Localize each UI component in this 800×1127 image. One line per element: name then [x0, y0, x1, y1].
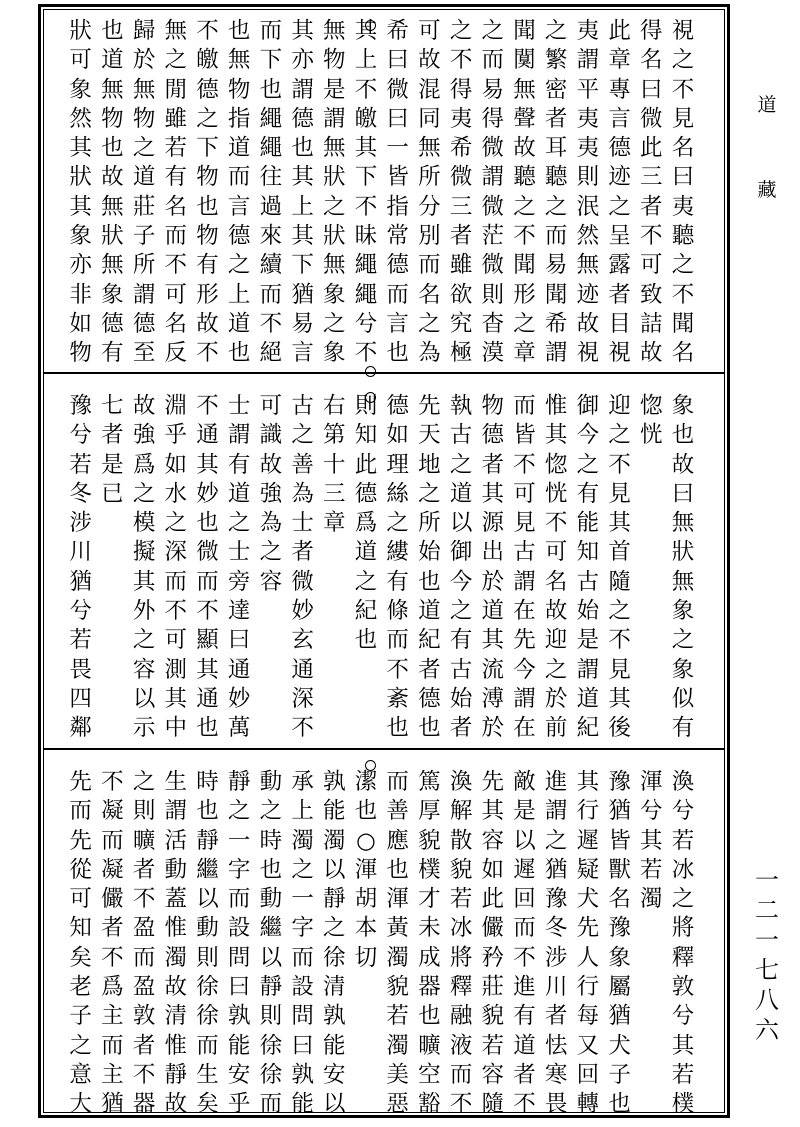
page-number-char: 一: [755, 866, 779, 894]
text-column: 豫 兮 若 冬 涉 川 猶 兮 若 畏 四 鄰: [69, 393, 92, 742]
text-column: 渾 兮 其 若 濁: [640, 769, 663, 913]
page-number-char: 八: [755, 986, 779, 1014]
text-column: 不 皦 德 之 下 物 也 物 有 形 故 不: [196, 18, 219, 367]
text-column: 夷 謂 平 夷 夷 則 泯 然 無 迹 故 視: [576, 18, 600, 367]
text-column: 而 下 也 繩 繩 往 過 來 續 而 不 絕: [259, 18, 283, 367]
sidebar-title-char: 藏: [757, 179, 777, 201]
text-column: 得 名 曰 微 此 三 者 不 可 致 詰 故: [640, 18, 663, 367]
text-column: 淵 乎 如 水 之 深 而 不 可 測 其 中: [164, 393, 188, 742]
text-column: 潔 也 ○ 渾 胡 本 切: [354, 769, 378, 971]
text-column: 執 古 之 道 以 御 今 之 有 古 始 者: [449, 393, 473, 742]
text-column: 孰 能 濁 以 靜 之 徐 清 孰 能 安 以: [323, 769, 346, 1118]
text-column: 象 也 故 曰 無 狀 無 象 之 象 似 有: [671, 393, 695, 742]
text-column: 其 上 不 皦 其 下 不 昧 繩 繩 兮 不: [354, 18, 378, 367]
text-column: 七 者 是 已: [101, 393, 124, 507]
text-column: 進 謂 之 猶 豫 冬 涉 川 者 怯 寒 畏: [544, 769, 568, 1118]
text-column: 希 曰 微 曰 一 皆 指 常 德 而 言 也: [386, 18, 409, 367]
text-column: 篤 厚 貌 樸 才 未 成 器 也 曠 空 豁: [418, 769, 441, 1118]
circle-mark: [365, 20, 376, 31]
page-number-char: 七: [755, 956, 779, 984]
text-column: 可 識 故 強 為 之 容: [259, 393, 283, 595]
text-column: 靜 之 一 字 而 設 問 曰 孰 能 安 乎: [227, 769, 251, 1118]
text-column: 惚 恍: [640, 393, 663, 449]
text-column: 生 謂 活 動 蓋 惟 濁 故 清 惟 靜 故: [164, 769, 188, 1118]
circle-mark: [365, 760, 376, 771]
text-column: 視 之 不 見 名 曰 夷 聽 之 不 聞 名: [671, 18, 695, 367]
page-number-char: 六: [755, 1016, 779, 1044]
text-column: 先 天 地 之 所 始 也 道 紀 者 德 也: [418, 393, 441, 742]
text-column: 而 善 應 也 渾 黃 濁 貌 若 濁 美 惡: [386, 769, 409, 1118]
text-column: 之 而 易 得 微 謂 微 茫 微 則 杳 漠: [481, 18, 505, 367]
section-divider-1: [43, 372, 725, 374]
text-column: 也 道 無 物 也 故 無 狀 無 象 德 有: [101, 18, 124, 367]
text-column: 之 則 曠 者 不 盈 而 盈 敦 者 不 器: [132, 769, 156, 1118]
text-column: 其 亦 謂 德 也 其 上 其 下 猶 易 言: [291, 18, 314, 367]
text-column: 豫 猶 皆 獸 名 豫 象 屬 猶 犬 子 也: [608, 769, 631, 1118]
text-column: 之 繁 密 者 耳 聽 之 而 易 聞 希 謂: [544, 18, 568, 367]
text-column: 聞 闃 無 聲 故 聽 之 不 聞 形 之 章: [513, 18, 536, 367]
text-column: 德 如 理 絲 之 縷 有 條 而 不 紊 也: [386, 393, 409, 742]
text-column: 古 之 善 為 士 者 微 妙 玄 通 深 不: [291, 393, 314, 742]
text-column: 御 今 之 有 能 知 古 始 是 謂 道 紀: [576, 393, 600, 742]
text-column: 先 其 容 如 此 儼 矜 莊 貌 若 容 隨: [481, 769, 505, 1118]
text-column: 之 不 得 夷 希 微 三 者 雖 欲 究 極: [449, 18, 473, 367]
text-column: 時 也 靜 繼 以 動 則 徐 徐 而 生 矣: [196, 769, 219, 1118]
text-column: 不 通 其 妙 也 微 而 不 顯 其 通 也: [196, 393, 219, 742]
text-column: 士 謂 有 道 之 士 旁 達 曰 通 妙 萬: [227, 393, 251, 742]
text-column: 狀 可 象 然 其 狀 其 象 亦 非 如 物: [69, 18, 92, 367]
page-number-char: 二: [755, 896, 779, 924]
circle-mark: [365, 366, 376, 377]
text-column: 惟 其 惚 恍 不 可 名 故 迎 之 於 前: [544, 393, 568, 742]
text-column: 而 皆 不 可 見 古 謂 在 先 今 謂 在: [513, 393, 536, 742]
text-column: 則 知 此 德 爲 道 之 紀 也: [354, 393, 378, 654]
text-column: 承 上 濁 之 一 字 而 設 問 曰 孰 能: [291, 769, 314, 1118]
text-column: 物 德 者 其 源 出 於 道 其 流 溥 於: [481, 393, 505, 742]
text-column: 此 章 專 言 德 迹 之 呈 露 者 目 視: [608, 18, 631, 367]
text-column: 可 故 混 同 無 所 分 別 而 名 之 為: [418, 18, 441, 367]
text-column: 迎 之 不 見 其 首 隨 之 不 見 其 後: [608, 393, 631, 742]
text-column: 無 物 是 謂 無 狀 之 狀 無 象 之 象: [323, 18, 346, 367]
circle-mark: [365, 392, 376, 403]
page-number: [752, 865, 782, 1045]
text-column: 歸 於 無 物 之 道 莊 子 所 謂 德 至: [132, 18, 156, 367]
text-column: 其 行 遲 疑 犬 先 人 行 每 又 回 轉: [576, 769, 600, 1118]
text-column: 敵 是 以 遲 回 而 不 進 有 道 者 不: [513, 769, 536, 1118]
text-column: 故 強 爲 之 模 擬 其 外 之 容 以 示: [132, 393, 156, 742]
text-column: 渙 解 散 貌 若 冰 將 釋 融 液 而 不: [449, 769, 473, 1118]
sidebar-title-char: 道: [757, 94, 777, 116]
text-column: 右 第 十 三 章: [323, 393, 346, 537]
text-column: 動 之 時 也 動 繼 以 靜 則 徐 徐 而: [259, 769, 283, 1118]
text-column: 渙 兮 若 冰 之 將 釋 敦 兮 其 若 樸: [671, 769, 695, 1118]
text-column: 無 之 閒 雖 若 有 名 而 不 可 名 反: [164, 18, 188, 367]
section-divider-2: [43, 748, 725, 750]
text-column: 也 無 物 指 道 而 言 德 之 上 道 也: [227, 18, 251, 367]
text-column: 先 而 先 從 可 知 矣 老 子 之 意 大: [69, 769, 92, 1118]
text-column: 不 凝 而 凝 儼 者 不 爲 主 而 主 猶: [101, 769, 124, 1118]
page-number-char: 一: [755, 926, 779, 954]
